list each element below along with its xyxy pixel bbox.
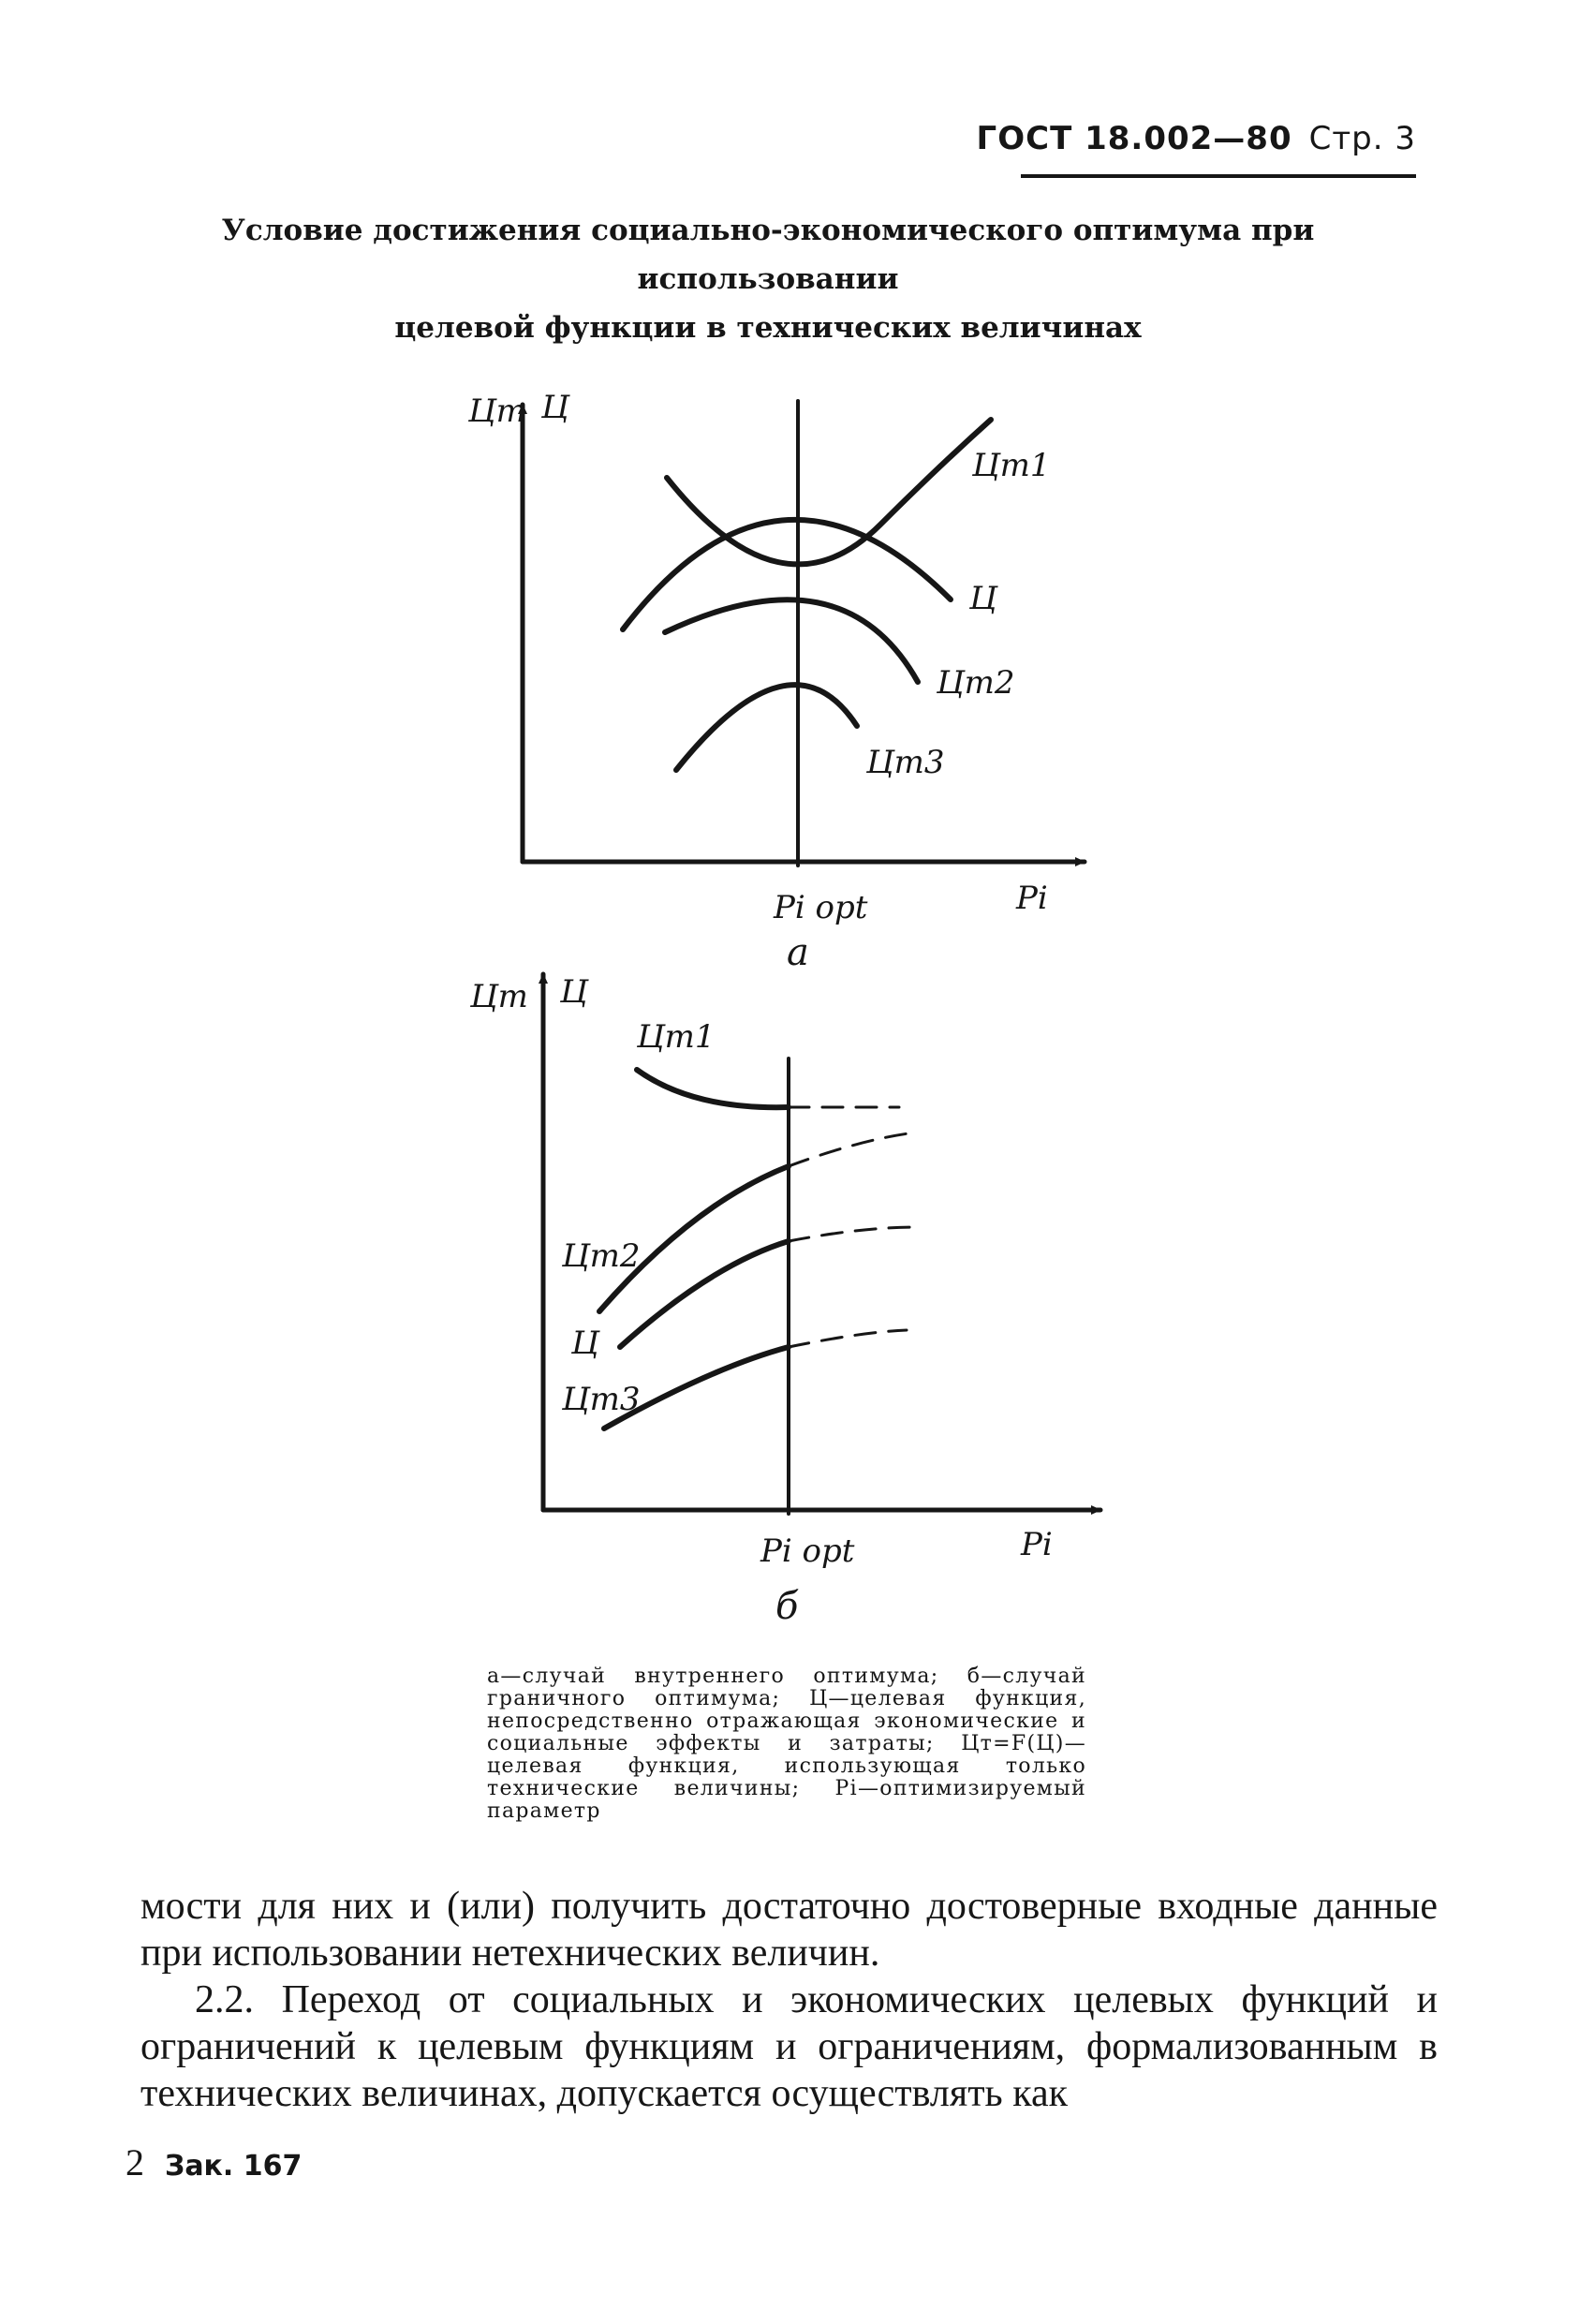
fig-b-curve-ct3-dashed (789, 1330, 907, 1347)
standard-number: ГОСТ 18.002—80 (976, 120, 1292, 157)
figure-b-labels (469, 973, 1053, 1628)
page-footer (125, 2140, 302, 2184)
fig-b-y-label-1: Цт (470, 978, 528, 1015)
body-text (140, 1883, 1438, 2117)
fig-a-panel-label: а (787, 931, 809, 974)
footer-page-number: 2 (125, 2141, 144, 2183)
fig-b-curve-label-ct3: Цт3 (562, 1381, 641, 1418)
fig-a-curve-label-c: Ц (969, 580, 997, 617)
fig-a-x-axis-label: Pi (1016, 880, 1048, 917)
figure-a-labels (467, 389, 1051, 974)
fig-b-curve-c-dashed (789, 1227, 918, 1241)
fig-b-panel-label: б (775, 1585, 799, 1628)
body-paragraph-1: мости для них и (или) получить достаточно достоверные входные данные при использовании нетехнических величин. (140, 1885, 1438, 1975)
fig-a-curve-ct3 (676, 685, 857, 770)
fig-b-curve-label-c: Ц (571, 1325, 599, 1362)
fig-a-curve-label-ct3: Цт3 (866, 744, 945, 781)
fig-b-curve-ct1-solid (637, 1070, 789, 1107)
figure-caption: а—случай внутреннего оптимума; б—случай граничного оптимума; Ц—целевая функция, непосредственно отражающая экономические и социальные эффекты и затраты; Цт=F(Ц)—целевая функция, использующая только технические величины; Pi—оптимизируемый параметр (487, 1665, 1086, 1823)
fig-a-curve-label-ct2: Цт2 (937, 664, 1015, 702)
fig-b-curve-label-ct1: Цт1 (637, 1018, 716, 1056)
page-label: Стр. 3 (1308, 120, 1416, 157)
figure-title-line-2: целевой функции в технических величинах (394, 311, 1142, 345)
fig-b-x-axis-label: Pi (1021, 1526, 1053, 1563)
fig-b-curve-c-solid (620, 1241, 789, 1347)
fig-b-x-opt-label: Pi opt (760, 1532, 855, 1570)
fig-a-y-label-2: Ц (541, 389, 569, 426)
figure-title-line-1: Условие достижения социально-экономического оптимума при использовании (221, 214, 1315, 296)
fig-a-curve-label-ct1: Цт1 (972, 447, 1051, 484)
fig-b-y-label-2: Ц (560, 973, 588, 1011)
fig-a-curve-ct2 (665, 600, 918, 682)
fig-a-x-opt-label: Pi opt (774, 889, 868, 926)
fig-b-curve-label-ct2: Цт2 (562, 1237, 641, 1275)
footer-order: Зак. 167 (165, 2150, 303, 2183)
fig-a-y-label-1: Цт (468, 392, 526, 430)
fig-b-curve-ct2-dashed (789, 1133, 908, 1166)
body-paragraph-2: 2.2. Переход от социальных и экономических целевых функций и ограничений к целевым функциям и ограничениям, формализованным в технических величинах, допускается осуществлять как (140, 1978, 1438, 2115)
fig-a-curve-c (623, 520, 951, 629)
